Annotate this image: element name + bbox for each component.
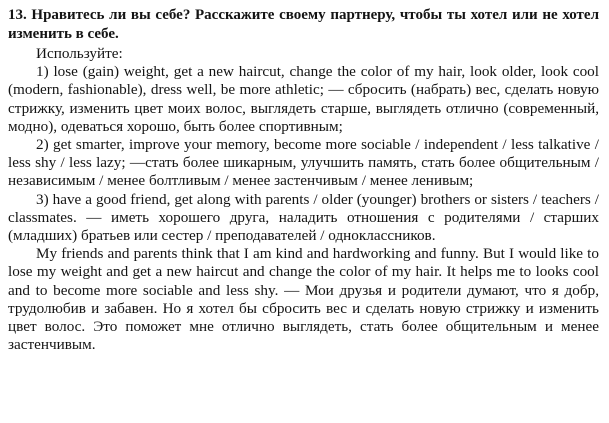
answer-paragraph: My friends and parents think that I am kind and hardworking and funny. But I would like to lose my weight and get a new haircut and change the color of my hair. It helps me to looks cool and to become more sociable and less shy. — Мои друзья и родители думают, что я добр, трудолюбив и забавен. Но я хотел бы сбросить вес и сделать новую стрижку и изменить цвет волос. Это поможет мне отлично выглядеть, стать более общительным и менее застенчивым.	[8, 245, 599, 354]
use-label: Используйте:	[36, 45, 123, 62]
vocabulary-item-1: 1) lose (gain) weight, get a new haircut, change the color of my hair, look older, look cool (modern, fashionable), dress well, be more athletic; — сбросить (набрать) вес, сделать новую стрижку, изменить цвет моих волос, выглядеть старше, выглядеть отлично (современный, модно), одеваться хорошо, быть более спортивным;	[8, 63, 599, 135]
exercise-title: 13. Нравитесь ли вы себе? Расскажите своему партнеру, чтобы ты хотел или не хотел изменить в себе.	[8, 7, 599, 42]
vocabulary-item-2: 2) get smarter, improve your memory, become more sociable / independent / less talkative / less shy / less lazy; —стать более шикарным, улучшить память, стать более общительным / независимым / менее болтливым / менее застенчивым / менее ленивым;	[8, 136, 599, 190]
vocabulary-item-3: 3) have a good friend, get along with parents / older (younger) brothers or sisters / teachers / classmates. — иметь хорошего друга, наладить отношения с родителями / старших (младших) братьев или сестер / преподавателей / одноклассников.	[8, 190, 599, 245]
